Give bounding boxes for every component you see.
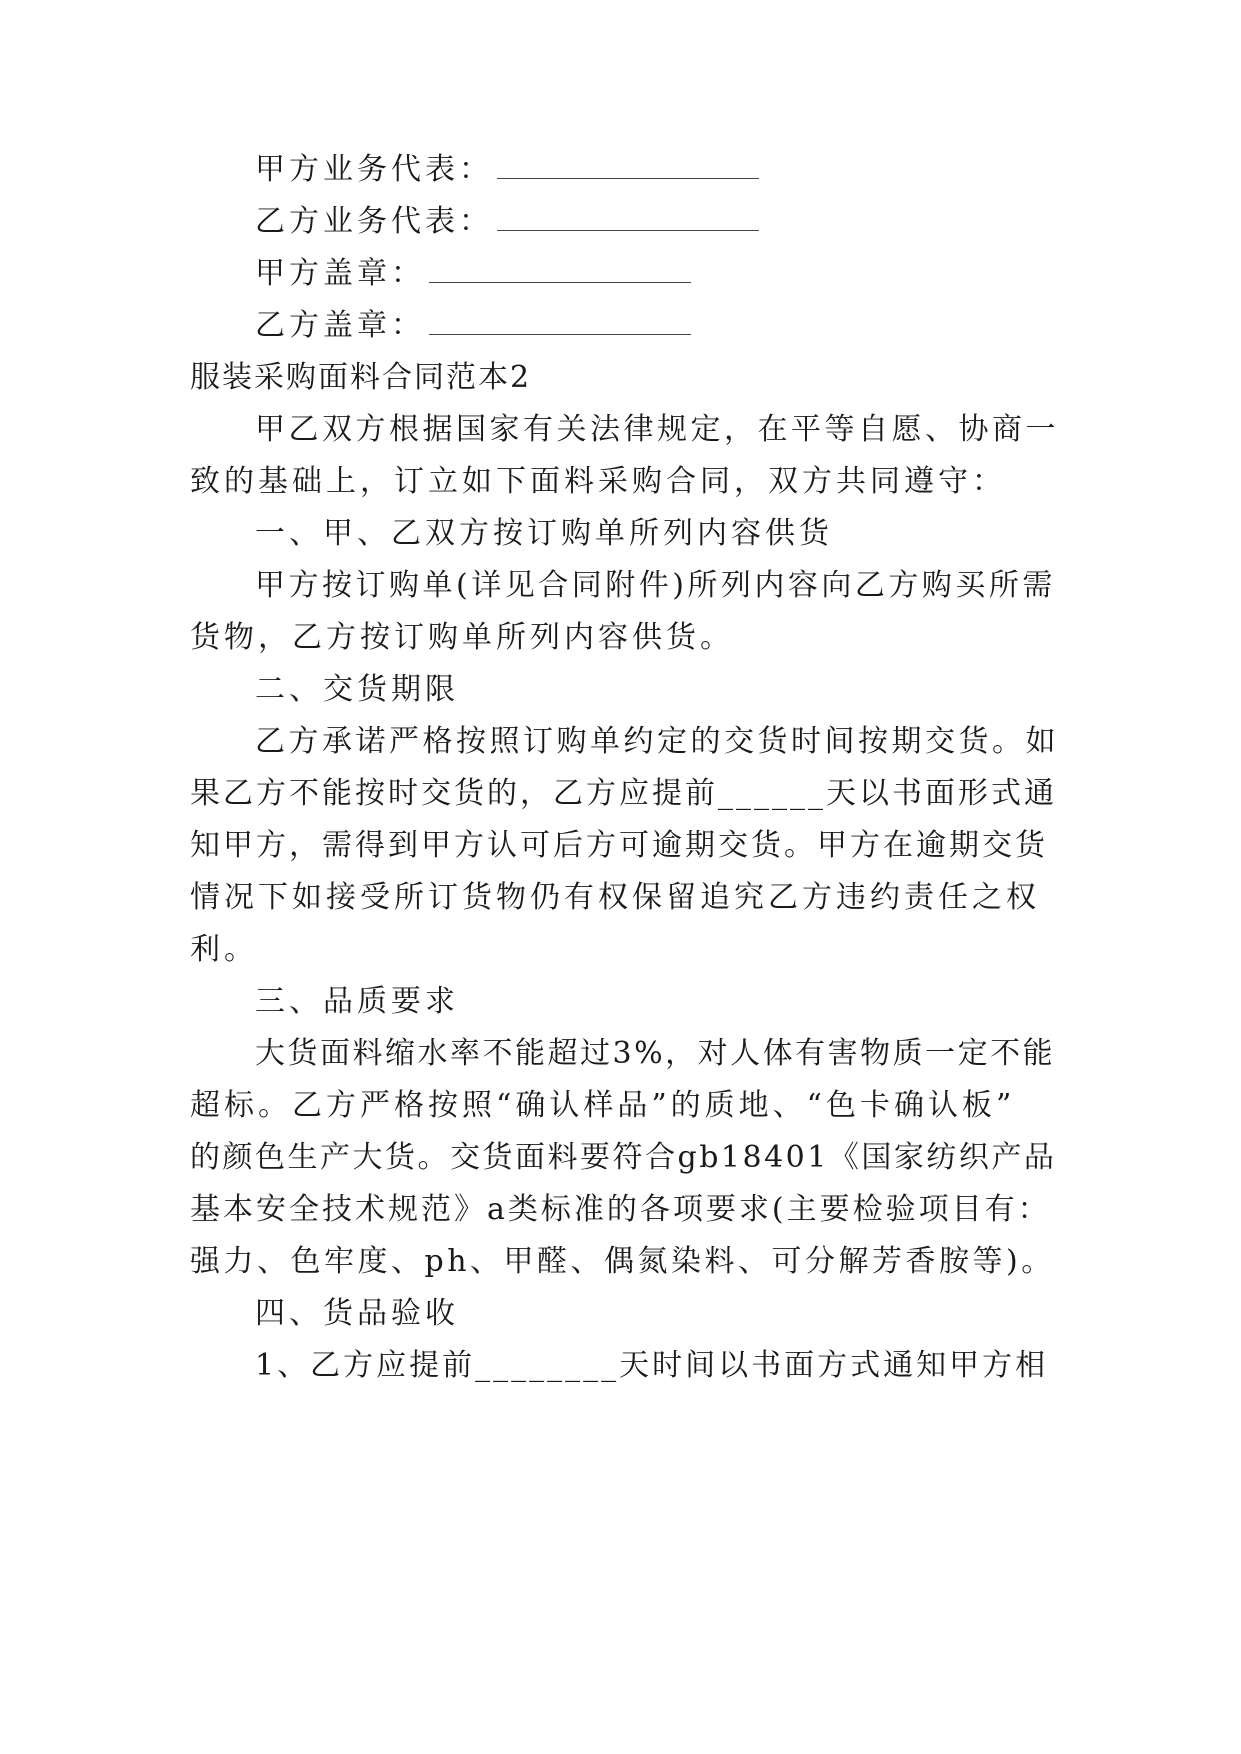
party-a-rep-blank[interactable] [497,156,759,179]
body-line: 知甲方，需得到甲方认可后方可逾期交货。甲方在逾期交货 [190,828,1048,863]
section-heading: 四、货品验收 [255,1296,459,1331]
body-line: 果乙方不能按时交货的，乙方应提前______天以书面形式通 [190,776,1057,811]
body-line: 致的基础上，订立如下面料采购合同，双方共同遵守： [190,464,1006,499]
body-line: 超标。乙方严格按照“确认样品”的质地、“色卡确认板” [190,1088,1016,1123]
section-heading: 三、品质要求 [255,984,459,1019]
party-b-rep-blank[interactable] [497,208,759,231]
body-line: 情况下如接受所订货物仍有权保留追究乙方违约责任之权 [190,880,1040,915]
party-a-seal-line [255,254,691,294]
party-a-rep-label: 甲方业务代表： [255,152,493,187]
body-line: 乙方承诺严格按照订购单约定的交货时间按期交货。如 [255,724,1059,759]
section-heading: 一、甲、乙双方按订购单所列内容供货 [255,516,833,551]
body-line: 甲方按订购单(详见合同附件)所列内容向乙方购买所需 [255,568,1056,603]
document-title: 服装采购面料合同范本2 [190,360,532,395]
party-b-rep-line [255,202,759,242]
party-b-seal-blank[interactable] [429,312,691,335]
body-line: 强力、色牢度、ph、甲醛、偶氮染料、可分解芳香胺等)。 [190,1244,1055,1279]
body-line: 基本安全技术规范》a类标准的各项要求(主要检验项目有： [190,1192,1051,1227]
body-line: 货物，乙方按订购单所列内容供货。 [190,620,734,655]
body-line: 利。 [190,932,258,967]
body-line: 的颜色生产大货。交货面料要符合gb18401《国家纺织产品 [190,1140,1057,1175]
party-a-seal-label: 甲方盖章： [255,256,425,291]
party-b-rep-label: 乙方业务代表： [255,204,493,239]
party-b-seal-line [255,306,691,346]
party-a-rep-line [255,150,759,190]
party-b-seal-label: 乙方盖章： [255,308,425,343]
body-line: 大货面料缩水率不能超过3%，对人体有害物质一定不能 [255,1036,1056,1071]
party-a-seal-blank[interactable] [429,260,691,283]
body-line: 1、乙方应提前________天时间以书面方式通知甲方相 [255,1348,1049,1383]
body-line: 甲乙双方根据国家有关法律规定，在平等自愿、协商一 [255,412,1059,447]
section-heading: 二、交货期限 [255,672,459,707]
